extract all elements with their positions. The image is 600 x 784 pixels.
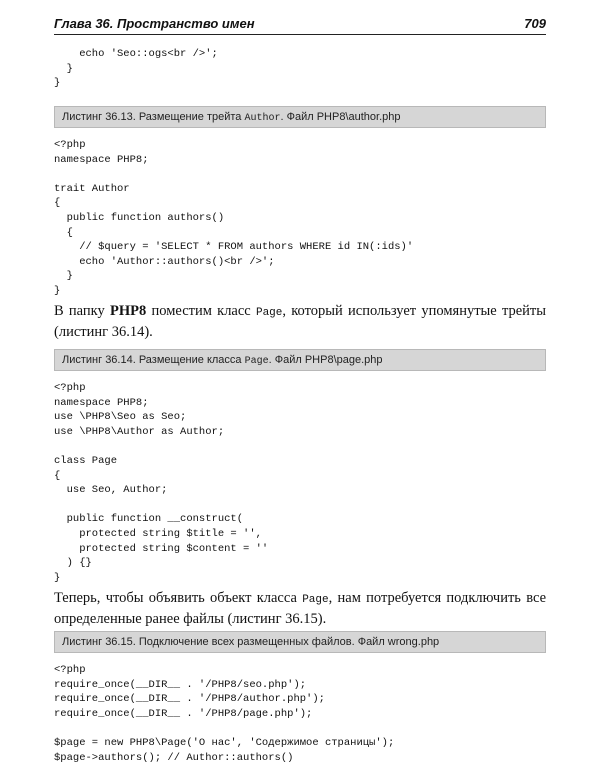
page-number: 709 bbox=[524, 16, 546, 31]
text-bold: PHP8 bbox=[110, 303, 147, 319]
inline-code: Page bbox=[302, 594, 329, 606]
chapter-title: Глава 36. Пространство имен bbox=[54, 16, 255, 31]
code-block-listing-36-14: <?php namespace PHP8; use \PHP8\Seo as Seo; use \PHP8\Author as Author; class Page { use Seo, Author; public function __construct( protected string $title = '', protected string $content = '' ) {} } bbox=[54, 382, 269, 584]
listing-caption-text: Листинг 36.14. Размещение класса bbox=[62, 354, 245, 366]
inline-code: Page bbox=[255, 307, 283, 319]
text: поместим класс bbox=[146, 303, 256, 319]
text: Теперь, чтобы объявить объект класса bbox=[54, 590, 303, 606]
running-header bbox=[54, 14, 546, 35]
code-block-top: echo 'Seo::ogs<br />'; } } bbox=[54, 48, 218, 90]
code-block-listing-36-15: <?php require_once(__DIR__ . '/PHP8/seo.php'); require_once(__DIR__ . '/PHP8/author.php'); require_once(__DIR__ . '/PHP8/page.php'); $page = new PHP8\Page('О нас', 'Содержимое страницы'); $page->authors(); // Author::authors() bbox=[54, 664, 395, 764]
listing-caption-text: . Файл PHP8\page.php bbox=[268, 354, 383, 366]
listing-36-14-caption bbox=[54, 349, 546, 371]
text: , который использует упомянутые трейты (листинг 36.14). bbox=[54, 303, 546, 340]
body-paragraph-1 bbox=[54, 302, 546, 342]
listing-36-15-caption: Листинг 36.15. Подключение всех размещенных файлов. Файл wrong.php bbox=[54, 631, 546, 653]
text: В папку bbox=[54, 303, 111, 319]
listing-caption-text: Листинг 36.13. Размещение трейта bbox=[62, 111, 245, 123]
listing-caption-text: . Файл PHP8\author.php bbox=[280, 111, 401, 123]
listing-caption-code: Page bbox=[244, 356, 269, 367]
text: , нам потребуется подключить все определенные ранее файлы (листинг 36.15). bbox=[54, 590, 547, 627]
listing-36-13-caption bbox=[54, 106, 546, 128]
body-paragraph-2 bbox=[54, 589, 546, 629]
listing-caption-code: Author bbox=[244, 113, 281, 124]
code-block-listing-36-13: <?php namespace PHP8; trait Author { public function authors() { // $query = 'SELECT * FROM authors WHERE id IN(:ids)' echo 'Author::authors()<br />'; } } bbox=[54, 139, 414, 297]
